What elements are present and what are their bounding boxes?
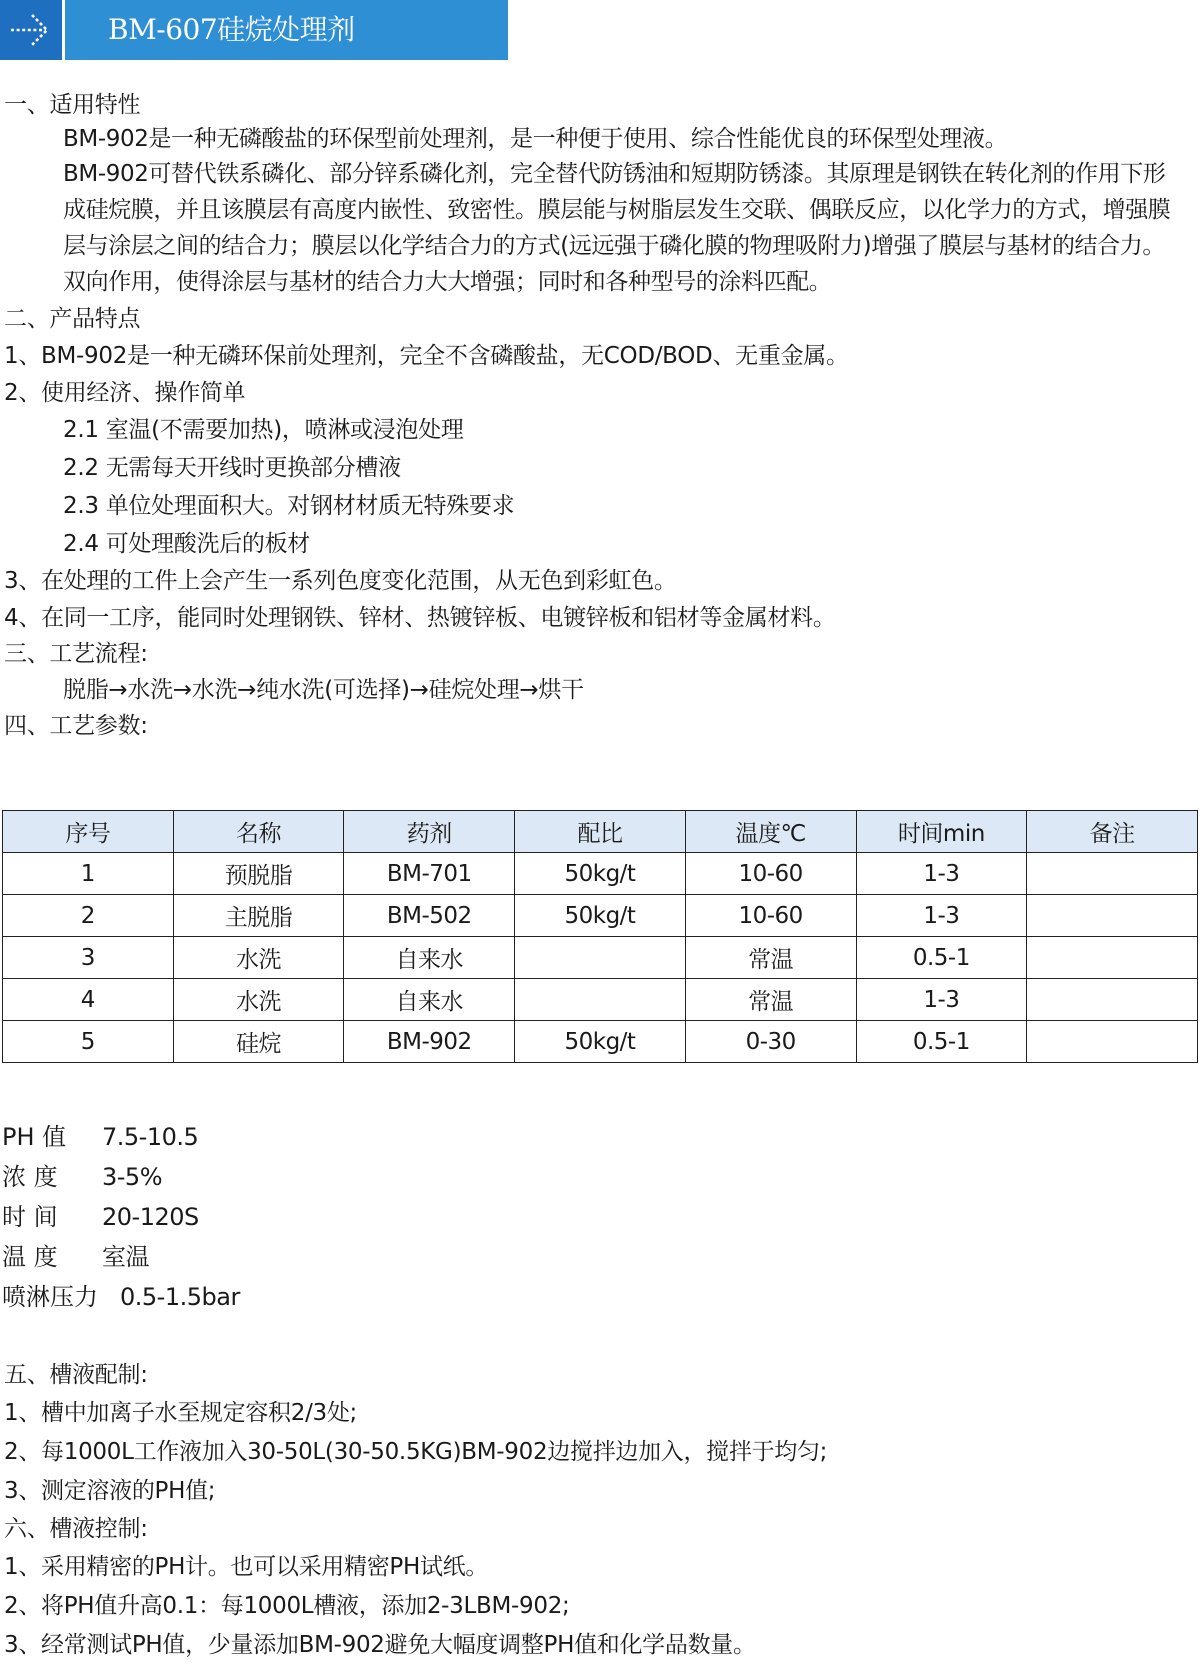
col-header-index: 序号 — [3, 811, 174, 853]
cell-ratio: 50kg/t — [515, 1021, 686, 1063]
section-3-heading: 三、工艺流程: — [4, 641, 148, 667]
paragraph-2-text: BM-902可替代铁系磷化、部分锌系磷化剂，完全替代防锈油和短期防锈漆。其原理是钢铁在转化剂的作用下形成硅烷膜，并且该膜层有高度内嵌性、致密性。膜层能与树脂层发生交联、偶联反应，以化学力的方式，增强膜层与涂层之间的结合力；膜层以化学结合力的方式(远远强于磷化膜的物理吸附力)增强了膜层与基材的结合力。双向作用，使得涂层与基材的结合力大大增强；同时和各种型号的涂料匹配。 — [63, 161, 1171, 295]
bath-prep-item-3: 3、测定溶液的PH值; — [4, 1478, 216, 1504]
arrow-right-icon — [0, 0, 62, 60]
param-ph — [2, 1120, 198, 1154]
page-title: BM-607硅烷处理剂 — [108, 13, 355, 46]
cell-remark — [1027, 895, 1198, 937]
cell-index: 1 — [3, 853, 174, 895]
cell-remark — [1027, 979, 1198, 1021]
table-row — [3, 1021, 1198, 1063]
param-value: 3-5% — [102, 1163, 163, 1191]
cell-temperature: 常温 — [685, 979, 856, 1021]
cell-name: 硅烷 — [173, 1021, 344, 1063]
cell-time: 1-3 — [856, 979, 1027, 1021]
feature-subitem-2-1: 2.1 室温(不需要加热)，喷淋或浸泡处理 — [63, 417, 464, 443]
cell-ratio: 50kg/t — [515, 853, 686, 895]
cell-ratio — [515, 979, 686, 1021]
param-temperature — [2, 1240, 149, 1274]
cell-time: 1-3 — [856, 853, 1027, 895]
feature-subitem-2-3: 2.3 单位处理面积大。对钢材材质无特殊要求 — [63, 493, 515, 519]
param-value: 室温 — [102, 1243, 149, 1271]
param-label: 喷淋压力 — [2, 1283, 98, 1311]
feature-subitem-2-4: 2.4 可处理酸洗后的板材 — [63, 531, 310, 557]
cell-remark — [1027, 937, 1198, 979]
param-label: 时 间 — [2, 1203, 58, 1231]
section-header-bar — [0, 0, 508, 60]
col-header-agent: 药剂 — [344, 811, 515, 853]
cell-time: 0.5-1 — [856, 1021, 1027, 1063]
cell-name: 水洗 — [173, 979, 344, 1021]
param-time — [2, 1200, 199, 1234]
feature-item-2: 2、使用经济、操作简单 — [4, 380, 246, 406]
process-parameter-table — [2, 810, 1198, 1063]
col-header-ratio: 配比 — [515, 811, 686, 853]
cell-remark — [1027, 853, 1198, 895]
cell-ratio — [515, 937, 686, 979]
cell-agent: BM-902 — [344, 1021, 515, 1063]
cell-time: 1-3 — [856, 895, 1027, 937]
section-5-heading: 五、槽液配制: — [4, 1362, 148, 1388]
bath-control-item-3: 3、经常测试PH值，少量添加BM-902避免大幅度调整PH值和化学品数量。 — [4, 1632, 756, 1658]
cell-name: 水洗 — [173, 937, 344, 979]
section-4-heading: 四、工艺参数: — [4, 713, 148, 739]
bath-prep-item-2: 2、每1000L工作液加入30-50L(30-50.5KG)BM-902边搅拌边加入，搅拌于均匀; — [4, 1439, 828, 1465]
table-header-row — [3, 811, 1198, 853]
section-2-heading: 二、产品特点 — [4, 306, 141, 332]
section-1-heading: 一、适用特性 — [4, 92, 141, 118]
col-header-remark: 备注 — [1027, 811, 1198, 853]
table-row — [3, 937, 1198, 979]
param-spray-pressure — [2, 1280, 240, 1314]
param-value: 7.5-10.5 — [102, 1123, 199, 1151]
cell-temperature: 10-60 — [685, 895, 856, 937]
feature-item-4: 4、在同一工序，能同时处理钢铁、锌材、热镀锌板、电镀锌板和铝材等金属材料。 — [4, 605, 836, 631]
cell-time: 0.5-1 — [856, 937, 1027, 979]
table-row — [3, 979, 1198, 1021]
section-6-heading: 六、槽液控制: — [4, 1516, 148, 1542]
header-divider — [62, 0, 65, 60]
cell-name: 预脱脂 — [173, 853, 344, 895]
feature-item-3: 3、在处理的工件上会产生一系列色度变化范围，从无色到彩虹色。 — [4, 568, 677, 594]
cell-temperature: 0-30 — [685, 1021, 856, 1063]
process-flow: 脱脂→水洗→水洗→纯水洗(可选择)→硅烷处理→烘干 — [63, 677, 584, 703]
cell-temperature: 10-60 — [685, 853, 856, 895]
cell-agent: 自来水 — [344, 979, 515, 1021]
param-concentration — [2, 1160, 162, 1194]
cell-agent: 自来水 — [344, 937, 515, 979]
cell-agent: BM-502 — [344, 895, 515, 937]
cell-index: 5 — [3, 1021, 174, 1063]
param-value: 0.5-1.5bar — [120, 1283, 240, 1311]
cell-index: 4 — [3, 979, 174, 1021]
cell-temperature: 常温 — [685, 937, 856, 979]
section-1-paragraph-2 — [4, 156, 1180, 300]
table-row — [3, 895, 1198, 937]
feature-subitem-2-2: 2.2 无需每天开线时更换部分槽液 — [63, 455, 401, 481]
cell-index: 2 — [3, 895, 174, 937]
cell-name: 主脱脂 — [173, 895, 344, 937]
param-label: 温 度 — [2, 1243, 58, 1271]
bath-control-item-2: 2、将PH值升高0.1：每1000L槽液，添加2-3LBM-902; — [4, 1593, 570, 1619]
cell-remark — [1027, 1021, 1198, 1063]
paragraph-1-text: BM-902是一种无磷酸盐的环保型前处理剂，是一种便于使用、综合性能优良的环保型处理液。 — [63, 126, 1008, 152]
cell-ratio: 50kg/t — [515, 895, 686, 937]
param-label: PH 值 — [2, 1123, 67, 1151]
bath-prep-item-1: 1、槽中加离子水至规定容积2/3处; — [4, 1400, 357, 1426]
feature-item-1: 1、BM-902是一种无磷环保前处理剂，完全不含磷酸盐，无COD/BOD、无重金属。 — [4, 343, 849, 369]
section-1-paragraph-1 — [4, 121, 1180, 157]
bath-control-item-1: 1、采用精密的PH计。也可以采用精密PH试纸。 — [4, 1554, 489, 1580]
cell-index: 3 — [3, 937, 174, 979]
param-label: 浓 度 — [2, 1163, 58, 1191]
cell-agent: BM-701 — [344, 853, 515, 895]
col-header-name: 名称 — [173, 811, 344, 853]
table-row — [3, 853, 1198, 895]
col-header-time: 时间min — [856, 811, 1027, 853]
col-header-temperature: 温度℃ — [685, 811, 856, 853]
param-value: 20-120S — [102, 1203, 199, 1231]
